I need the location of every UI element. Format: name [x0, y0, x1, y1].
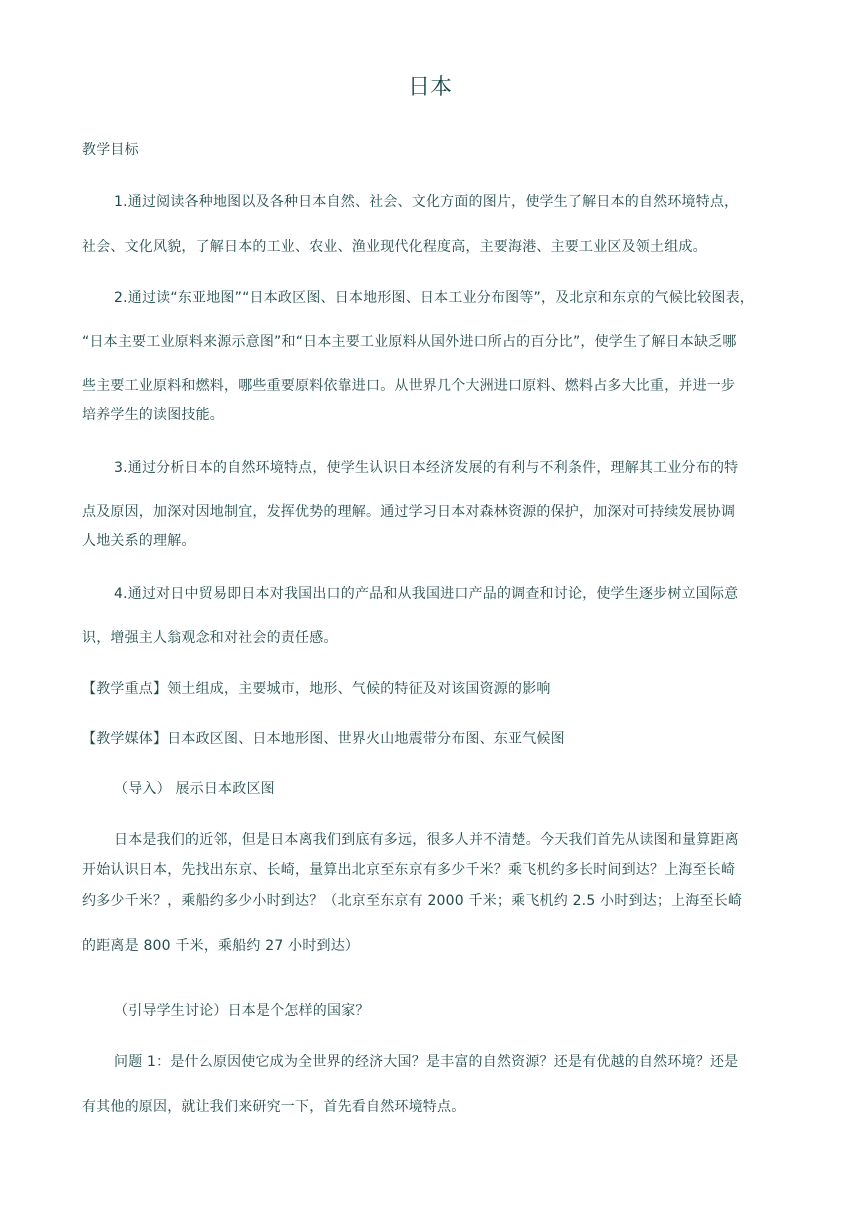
question-1-line-2: 有其他的原因，就让我们来研究一下，首先看自然环境特点。 [82, 1099, 466, 1115]
question-1-line-1: 问题 1：是什么原因使它成为全世界的经济大国？是丰富的自然资源？还是有优越的自然环境？还是 [114, 1054, 739, 1070]
goal-3-line-3: 人地关系的理解。 [82, 533, 196, 549]
goal-1-line-1: 1.通过阅读各种地图以及各种日本自然、社会、文化方面的图片，使学生了解日本的自然环境特点， [114, 194, 739, 210]
intro-para-line-2: 开始认识日本，先找出东京、长崎，量算出北京至东京有多少千米？乘飞机约多长时间到达？上海至长崎 [82, 862, 736, 878]
section-heading: 教学目标 [82, 142, 139, 158]
intro-heading: （导入） 展示日本政区图 [114, 781, 275, 797]
goal-2-line-4: 培养学生的读图技能。 [82, 407, 224, 423]
key-points: 【教学重点】领土组成，主要城市，地形、气候的特征及对该国资源的影响 [82, 681, 551, 697]
intro-para-line-3: 约多少千米？，乘船约多少小时到达？（北京至东京有 2000 千米；乘飞机约 2.5 小时到达；上海至长崎 [82, 893, 743, 909]
goal-1-line-2: 社会、文化风貌，了解日本的工业、农业、渔业现代化程度高，主要海港、主要工业区及领土组成。 [82, 239, 707, 255]
goal-3-line-1: 3.通过分析日本的自然环境特点，使学生认识日本经济发展的有利与不利条件，理解其工业分布的特 [114, 460, 739, 476]
goal-2-line-3: 些主要工业原料和燃料，哪些重要原料依靠进口。从世界几个大洲进口原料、燃料占多大比重，并进一步 [82, 378, 736, 394]
goal-2-line-1: 2.通过读“东亚地图”“日本政区图、日本地形图、日本工业分布图等”，及北京和东京的气候比较图表， [114, 290, 754, 306]
goal-4-line-2: 识，增强主人翁观念和对社会的责任感。 [82, 630, 338, 646]
intro-para-line-4: 的距离是 800 千米，乘船约 27 小时到达） [82, 938, 360, 954]
goal-3-line-2: 点及原因，加深对因地制宜，发挥优势的理解。通过学习日本对森林资源的保护，加深对可持续发展协调 [82, 504, 736, 520]
goal-4-line-1: 4.通过对日中贸易即日本对我国出口的产品和从我国进口产品的调查和讨论，使学生逐步树立国际意 [114, 586, 739, 602]
goal-2-line-2: “日本主要工业原料来源示意图”和“日本主要工业原料从国外进口所占的百分比”，使学生了解日本缺乏哪 [82, 334, 737, 350]
document-title: 日本 [407, 75, 452, 100]
intro-para-line-1: 日本是我们的近邻，但是日本离我们到底有多远，很多人并不清楚。今天我们首先从读图和量算距离 [114, 832, 739, 848]
discussion-heading: （引导学生讨论）日本是个怎样的国家？ [114, 1003, 370, 1019]
teaching-media: 【教学媒体】日本政区图、日本地形图、世界火山地震带分布图、东亚气候图 [82, 731, 565, 747]
